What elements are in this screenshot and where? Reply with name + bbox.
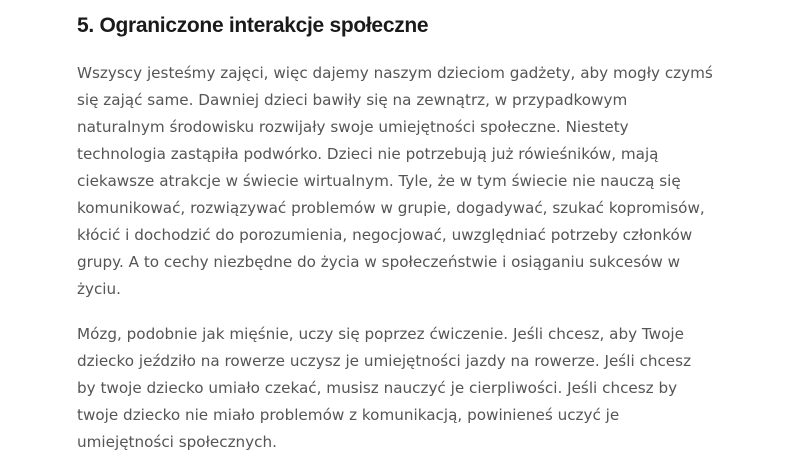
paragraph-line: umiejętności społecznych. bbox=[77, 433, 277, 451]
paragraph-line: grupy. A to cechy niezbędne do życia w społeczeństwie i osiąganiu sukcesów w bbox=[77, 253, 681, 271]
paragraph-line: komunikować, rozwiązywać problemów w grupie, dogadywać, szukać kopromisów, bbox=[77, 199, 705, 217]
paragraph-line: życiu. bbox=[77, 280, 121, 298]
paragraph-line: kłócić i dochodzić do porozumienia, negocjować, uwzględniać potrzeby członków bbox=[77, 226, 693, 244]
paragraph-line: ciekawsze atrakcje w świecie wirtualnym. Tyle, że w tym świecie nie nauczą się bbox=[77, 172, 681, 190]
article-paragraph-1 bbox=[77, 60, 757, 303]
paragraph-line: technologia zastąpiła podwórko. Dzieci nie potrzebują już rówieśników, mają bbox=[77, 145, 659, 163]
paragraph-line: by twoje dziecko umiało czekać, musisz nauczyć je cierpliwości. Jeśli chcesz by bbox=[77, 379, 678, 397]
paragraph-line: naturalnym środowisku rozwijały swoje umiejętności społeczne. Niestety bbox=[77, 118, 629, 136]
paragraph-line: się zająć same. Dawniej dzieci bawiły się na zewnątrz, w przypadkowym bbox=[77, 91, 628, 109]
paragraph-line: Mózg, podobnie jak mięśnie, uczy się poprzez ćwiczenie. Jeśli chcesz, aby Twoje bbox=[77, 325, 684, 343]
article-section bbox=[77, 0, 757, 456]
article-paragraph-2 bbox=[77, 321, 757, 456]
paragraph-line: twoje dziecko nie miało problemów z komunikacją, powinieneś uczyć je bbox=[77, 406, 620, 424]
paragraph-line: dziecko jeździło na rowerze uczysz je umiejętności jazdy na rowerze. Jeśli chcesz bbox=[77, 352, 692, 370]
section-heading: 5. Ograniczone interakcje społeczne bbox=[77, 14, 429, 37]
paragraph-line: Wszyscy jesteśmy zajęci, więc dajemy naszym dzieciom gadżety, aby mogły czymś bbox=[77, 64, 713, 82]
